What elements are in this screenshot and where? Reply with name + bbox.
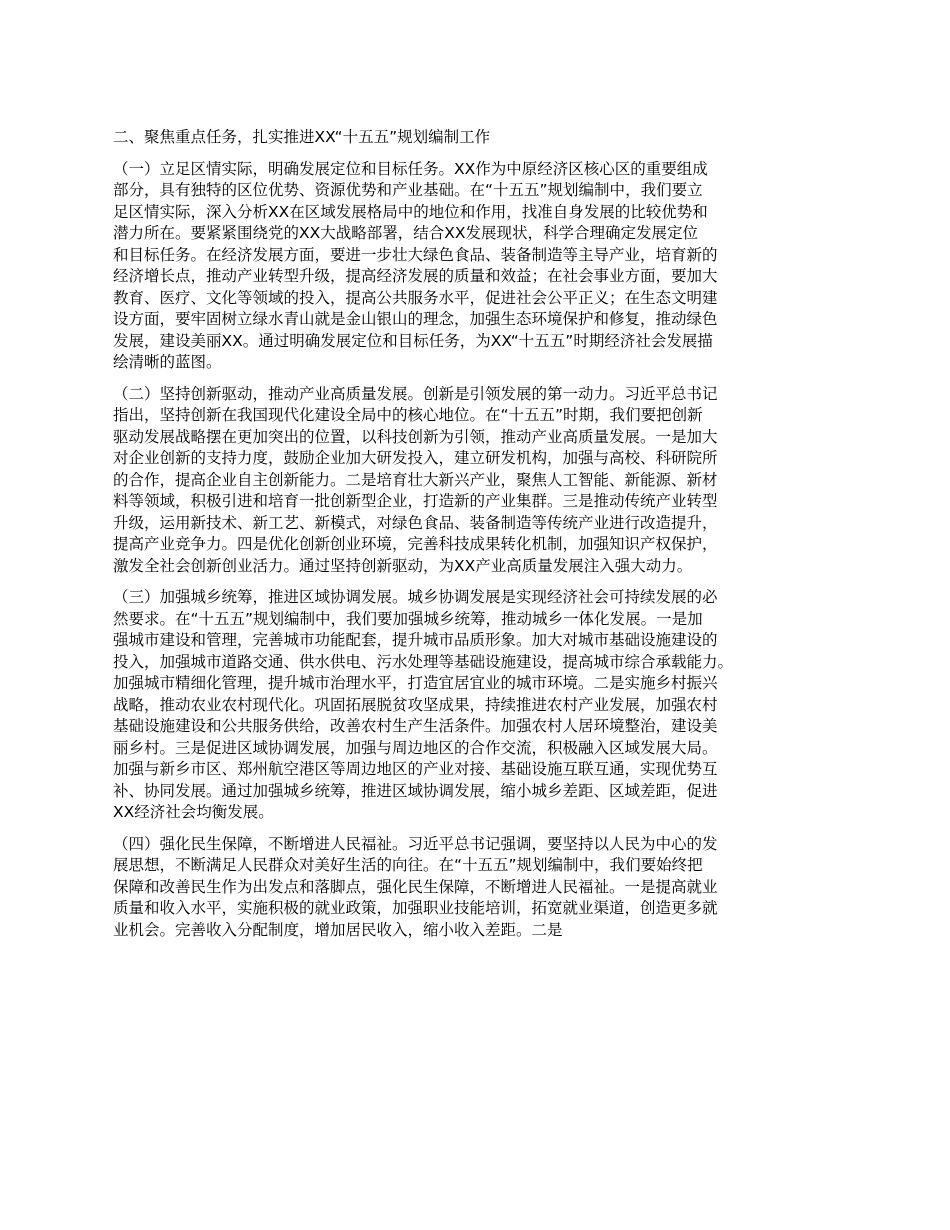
document-page [113,127,853,951]
paragraph-line: 足区情实际，深入分析XX在区域发展格局中的地位和作用，找准自身发展的比较优势和 [113,202,708,221]
paragraph-line: 对企业创新的支持力度，鼓励企业加大研发投入，建立研发机构，加强与高校、科研院所 [113,449,718,467]
paragraph-line: 发展，建设美丽XX。通过明确发展定位和目标任务，为XX“十五五”时期经济社会发展描 [113,331,713,350]
paragraph-line: 指出，坚持创新在我国现代化建设全局中的核心地位。在“十五五”时期，我们要把创新 [113,406,703,424]
paragraph-line: 强城市建设和管理，完善城市功能配套，提升城市品质形象。加大对城市基础设施建设的 [113,631,718,649]
paragraph-line: 绘清晰的蓝图。 [113,353,222,371]
paragraph-line: 经济增长点，推动产业转型升级，提高经济发展的质量和效益；在社会事业方面，要加大 [113,267,718,285]
paragraph-line: XX经济社会均衡发展。 [113,803,274,821]
paragraph-line: 潜力所在。要紧紧围绕党的XX大战略部署，结合XX发展现状，科学合理确定发展定位 [113,224,698,242]
paragraph-line: 战略，推动农业农村现代化。巩固拓展脱贫攻坚成果，持续推进农村产业发展，加强农村 [113,695,718,714]
paragraph-line: （四）强化民生保障，不断增进人民福祉。习近平总书记强调，要坚持以人民为中心的发 [113,834,718,853]
paragraph-line: 然要求。在“十五五”规划编制中，我们要加强城乡统筹，推动城乡一体化发展。一是加 [113,609,703,628]
paragraph-line: 加强与新乡市区、郑州航空港区等周边地区的产业对接、基础设施互联互通，实现优势互 [113,760,718,778]
paragraph-line: 教育、医疗、文化等领域的投入，提高公共服务水平，促进社会公平正义；在生态文明建 [113,288,718,307]
paragraph-3 [113,587,853,824]
paragraph-line: （二）坚持创新驱动，推动产业高质量发展。创新是引领发展的第一动力。习近平总书记 [113,384,718,403]
paragraph-line: 基础设施建设和公共服务供给，改善农村生产生活条件。加强农村人居环境整治，建设美 [113,717,718,735]
paragraph-line: 质量和收入水平，实施积极的就业政策，加强职业技能培训，拓宽就业渠道，创造更多就 [113,899,718,917]
paragraph-line: 展思想，不断满足人民群众对美好生活的向往。在“十五五”规划编制中，我们要始终把 [113,856,703,874]
paragraph-line: 和目标任务。在经济发展方面，要进一步壮大绿色食品、装备制造等主导产业，培育新的 [113,245,718,264]
paragraph-line: 业机会。完善收入分配制度，增加居民收入，缩小收入差距。二是 [113,920,563,939]
paragraph-line: （一）立足区情实际，明确发展定位和目标任务。XX作为中原经济区核心区的重要组成 [113,159,708,178]
paragraph-line: 驱动发展战略摆在更加突出的位置，以科技创新为引领，推动产业高质量发展。一是加大 [113,427,718,446]
section-heading: 二、聚焦重点任务，扎实推进XX“十五五”规划编制工作 [113,128,491,146]
paragraph-line: 激发全社会创新创业活力。通过坚持创新驱动，为XX产业高质量发展注入强大动力。 [113,556,693,575]
paragraph-line: （三）加强城乡统筹，推进区域协调发展。城乡协调发展是实现经济社会可持续发展的必 [113,588,718,606]
paragraph-line: 部分，具有独特的区位优势、资源优势和产业基础。在“十五五”规划编制中，我们要立 [113,181,703,199]
paragraph-4 [113,834,853,942]
paragraph-line: 升级，运用新技术、新工艺、新模式，对绿色食品、装备制造等传统产业进行改造提升， [113,513,718,532]
paragraph-line: 设方面，要牢固树立绿水青山就是金山银山的理念，加强生态环境保护和修复，推动绿色 [113,310,718,328]
paragraph-line: 加强城市精细化管理，提升城市治理水平，打造宜居宜业的城市环境。二是实施乡村振兴 [113,674,718,692]
paragraph-2 [113,384,853,578]
paragraph-1 [113,159,853,374]
paragraph-line: 料等领域，积极引进和培育一批创新型企业，打造新的产业集群。三是推动传统产业转型 [113,492,718,510]
paragraph-line: 保障和改善民生作为出发点和落脚点，强化民生保障，不断增进人民福祉。一是提高就业 [113,877,718,896]
paragraph-line: 投入，加强城市道路交通、供水供电、污水处理等基础设施建设，提高城市综合承载能力。 [113,652,734,671]
paragraph-line: 的合作，提高企业自主创新能力。二是培育壮大新兴产业，聚焦人工智能、新能源、新材 [113,470,718,489]
paragraph-line: 提高产业竞争力。四是优化创新创业环境，完善科技成果转化机制，加强知识产权保护， [113,535,718,553]
paragraph-line: 丽乡村。三是促进区域协调发展，加强与周边地区的合作交流，积极融入区域发展大局。 [113,738,718,757]
paragraph-line: 补、协同发展。通过加强城乡统筹，推进区域协调发展，缩小城乡差距、区域差距，促进 [113,781,718,800]
